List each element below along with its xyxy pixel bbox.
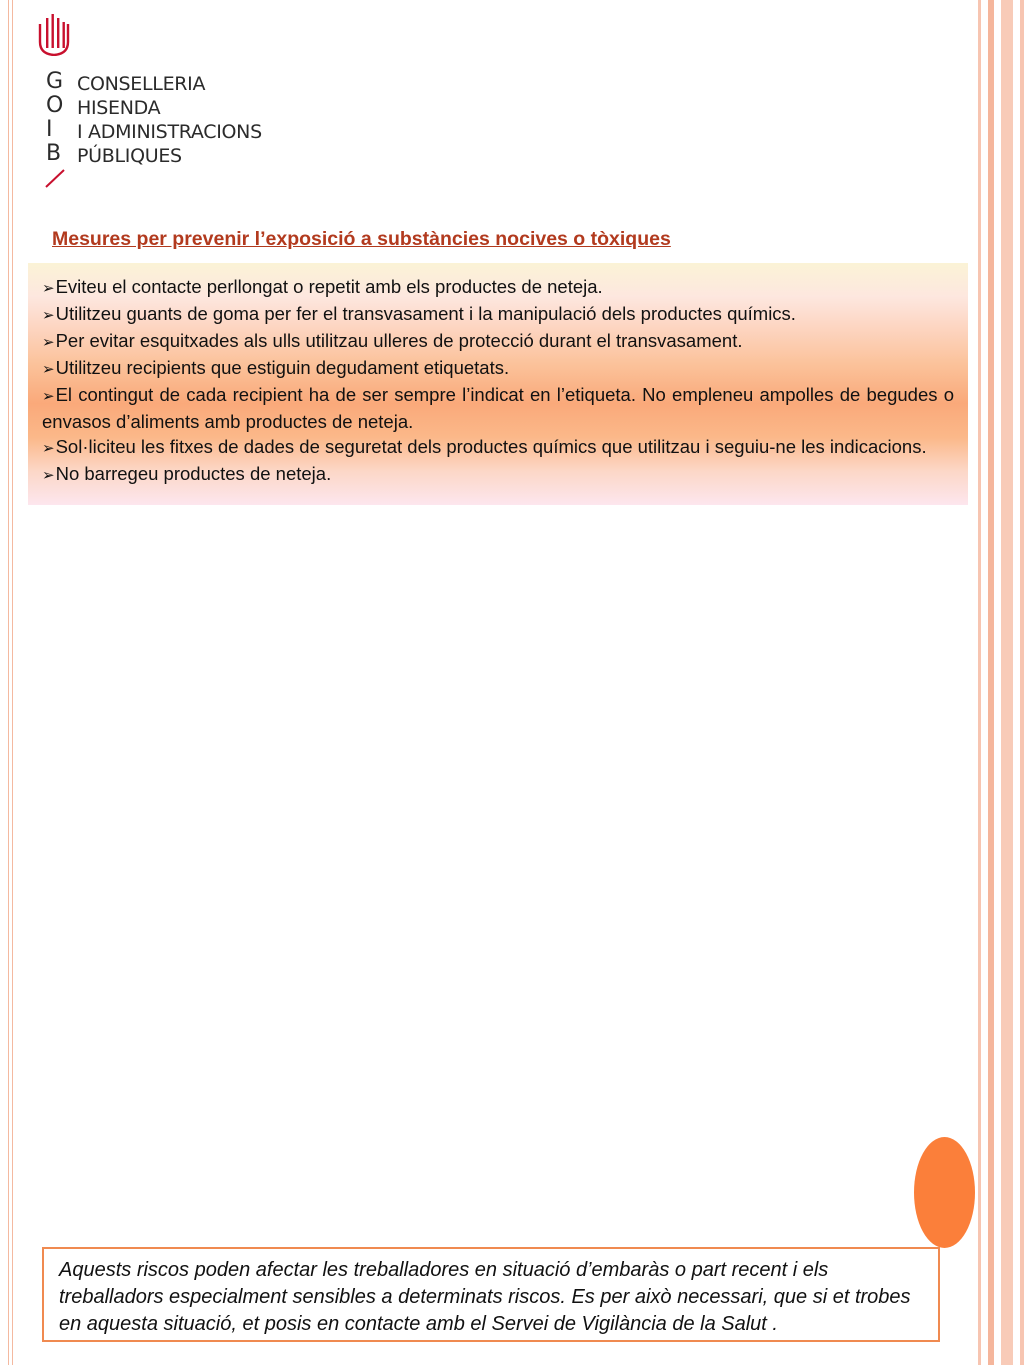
- left-border-decoration: [8, 0, 13, 1365]
- measures-list: [42, 274, 954, 488]
- list-item: ➢No barregeu productes de neteja.: [42, 463, 332, 484]
- arrow-bullet-icon: ➢: [42, 306, 55, 324]
- arrow-bullet-icon: ➢: [42, 360, 55, 378]
- list-item: ➢Utilitzeu recipients que estiguin degudament etiquetats.: [42, 357, 510, 378]
- decorative-oval: [914, 1137, 975, 1248]
- section-heading: Mesures per prevenir l’exposició a substàncies nocives o tòxiques: [52, 228, 671, 250]
- goib-coat-of-arms-icon: [38, 14, 70, 56]
- arrow-bullet-icon: ➢: [42, 387, 55, 405]
- goib-logo: [38, 14, 262, 167]
- notice-box: [42, 1247, 940, 1342]
- brand-letters: G O I B: [46, 69, 64, 166]
- arrow-bullet-icon: ➢: [42, 466, 55, 484]
- department-name: CONSELLERIA HISENDA I ADMINISTRACIONS PÚBLIQUES: [77, 73, 262, 167]
- notice-text: Aquests riscos poden afectar les treballadores en situació d’embaràs o part recent i els treballadors especialment sensibles a determinats riscos. Es per això necessari, que si et trobes en aquesta situació, et posis en contacte amb el Servei de Vigilància de la Salut .: [59, 1259, 911, 1335]
- measures-box: [28, 263, 968, 505]
- arrow-bullet-icon: ➢: [42, 333, 55, 351]
- list-item: ➢El contingut de cada recipient ha de ser sempre l’indicat en l’etiqueta. No empleneu ampolles de begudes o envasos d’aliments amb productes de neteja.: [42, 384, 954, 432]
- arrow-bullet-icon: ➢: [42, 439, 55, 457]
- list-item: ➢Per evitar esquitxades als ulls utilitzau ulleres de protecció durant el transvasament.: [42, 330, 743, 351]
- list-item: ➢Sol·liciteu les fitxes de dades de seguretat dels productes químics que utilitzau i seguiu-ne les indicacions.: [42, 436, 927, 457]
- goib-slash-icon: [44, 167, 66, 189]
- right-border-decoration: [978, 0, 1024, 1365]
- list-item: ➢Eviteu el contacte perllongat o repetit amb els productes de neteja.: [42, 276, 603, 297]
- arrow-bullet-icon: ➢: [42, 279, 55, 297]
- list-item: ➢Utilitzeu guants de goma per fer el transvasament i la manipulació dels productes químics.: [42, 303, 796, 324]
